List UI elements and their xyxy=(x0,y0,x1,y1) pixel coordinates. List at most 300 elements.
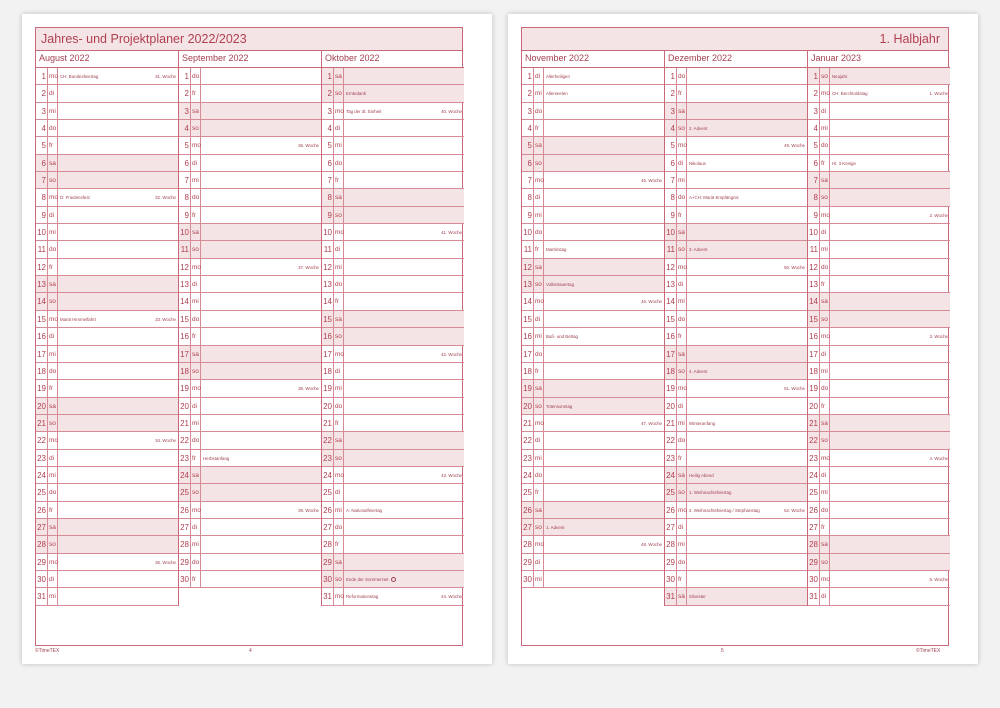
day-row[interactable] xyxy=(665,450,807,467)
day-number: 18 xyxy=(522,363,534,379)
day-row[interactable] xyxy=(665,120,807,137)
day-row[interactable] xyxy=(808,380,950,397)
day-row[interactable] xyxy=(808,450,950,467)
day-number: 16 xyxy=(665,328,677,344)
day-row[interactable] xyxy=(36,415,178,432)
day-row[interactable] xyxy=(179,241,321,258)
day-row[interactable] xyxy=(179,155,321,172)
day-row[interactable] xyxy=(808,346,950,363)
day-row[interactable] xyxy=(665,363,807,380)
day-row[interactable] xyxy=(322,172,464,189)
day-row[interactable] xyxy=(36,363,178,380)
day-row[interactable] xyxy=(522,276,664,293)
day-row[interactable] xyxy=(522,432,664,449)
day-row[interactable] xyxy=(522,68,664,85)
weekday-label: mo xyxy=(677,259,687,275)
day-row[interactable] xyxy=(665,467,807,484)
day-row[interactable] xyxy=(808,155,950,172)
day-row[interactable] xyxy=(322,68,464,85)
day-row[interactable] xyxy=(322,519,464,536)
day-row[interactable] xyxy=(179,172,321,189)
day-row[interactable] xyxy=(322,346,464,363)
week-number: 44. Woche xyxy=(441,594,462,600)
day-number: 3 xyxy=(36,103,48,119)
day-number: 28 xyxy=(522,536,534,552)
weekday-label: mo xyxy=(191,502,201,518)
day-row[interactable] xyxy=(179,380,321,397)
day-row[interactable] xyxy=(522,103,664,120)
day-number: 3 xyxy=(179,103,191,119)
day-row[interactable] xyxy=(36,328,178,345)
day-row[interactable] xyxy=(808,432,950,449)
event-label xyxy=(832,85,868,102)
day-row[interactable] xyxy=(665,85,807,102)
day-row[interactable] xyxy=(808,85,950,102)
day-row[interactable] xyxy=(665,536,807,553)
day-row[interactable] xyxy=(808,311,950,328)
day-number: 3 xyxy=(808,103,820,119)
day-row[interactable] xyxy=(522,415,664,432)
page-number-right: 5 xyxy=(721,648,724,654)
weekday-label: sa xyxy=(334,189,344,205)
weekday-label: mo xyxy=(820,85,830,101)
day-row[interactable] xyxy=(808,137,950,154)
weekday-label: fr xyxy=(677,85,687,101)
weekday-label: di xyxy=(820,467,830,483)
week-number: 40. Woche xyxy=(441,108,462,114)
day-row[interactable] xyxy=(522,293,664,310)
day-row[interactable] xyxy=(522,346,664,363)
day-number: 14 xyxy=(36,293,48,309)
weekday-label: mo xyxy=(820,450,830,466)
day-row[interactable] xyxy=(179,536,321,553)
day-row[interactable] xyxy=(322,536,464,553)
day-row[interactable] xyxy=(522,85,664,102)
day-row[interactable] xyxy=(808,536,950,553)
day-row[interactable] xyxy=(665,328,807,345)
day-row[interactable] xyxy=(322,293,464,310)
day-row[interactable] xyxy=(36,519,178,536)
day-row[interactable] xyxy=(665,311,807,328)
day-row[interactable] xyxy=(36,293,178,310)
day-number: 11 xyxy=(808,241,820,257)
day-row[interactable] xyxy=(322,484,464,501)
event-text: 1. Advent xyxy=(546,524,565,530)
day-row[interactable] xyxy=(808,68,950,85)
day-row[interactable] xyxy=(322,502,464,519)
day-row[interactable] xyxy=(665,189,807,206)
weekday-label: mo xyxy=(48,311,58,327)
day-number: 27 xyxy=(808,519,820,535)
day-row[interactable] xyxy=(808,398,950,415)
day-row[interactable] xyxy=(36,554,178,571)
weekday-label: di xyxy=(334,484,344,500)
day-row[interactable] xyxy=(665,155,807,172)
day-row[interactable] xyxy=(322,467,464,484)
event-text: Allerheiligen xyxy=(546,74,570,79)
day-row[interactable] xyxy=(179,415,321,432)
day-row[interactable] xyxy=(808,363,950,380)
day-row[interactable] xyxy=(36,103,178,120)
day-row[interactable] xyxy=(522,328,664,345)
weekday-label: mi xyxy=(48,467,58,483)
day-row[interactable] xyxy=(179,398,321,415)
weekday-label: mo xyxy=(677,137,687,153)
day-row[interactable] xyxy=(322,155,464,172)
day-row[interactable] xyxy=(808,502,950,519)
day-row[interactable] xyxy=(522,536,664,553)
day-row[interactable] xyxy=(522,311,664,328)
day-row[interactable] xyxy=(522,155,664,172)
day-row[interactable] xyxy=(808,328,950,345)
day-number: 25 xyxy=(522,484,534,500)
week-number: 32. Woche xyxy=(155,195,176,201)
weekday-label: do xyxy=(677,432,687,448)
day-row[interactable] xyxy=(36,189,178,206)
day-row[interactable] xyxy=(179,276,321,293)
day-row[interactable] xyxy=(808,276,950,293)
event-text: A+CH: Mariä Empfängnis xyxy=(689,195,739,201)
day-number: 7 xyxy=(179,172,191,188)
day-row[interactable] xyxy=(322,103,464,120)
day-row[interactable] xyxy=(179,293,321,310)
weekday-label: mo xyxy=(48,189,58,205)
event-label xyxy=(689,467,714,484)
day-number: 23 xyxy=(808,450,820,466)
day-row[interactable] xyxy=(36,432,178,449)
day-row[interactable] xyxy=(522,398,664,415)
day-row[interactable] xyxy=(179,432,321,449)
day-row[interactable] xyxy=(179,484,321,501)
weekday-label: do xyxy=(334,398,344,414)
weekday-label: mo xyxy=(820,207,830,223)
day-row[interactable] xyxy=(522,207,664,224)
day-row[interactable] xyxy=(808,519,950,536)
event-label xyxy=(60,311,96,328)
weekday-label: di xyxy=(48,450,58,466)
weekday-label: mi xyxy=(820,363,830,379)
day-number: 19 xyxy=(322,380,334,396)
day-row[interactable] xyxy=(36,241,178,258)
day-row[interactable] xyxy=(665,207,807,224)
day-row[interactable] xyxy=(665,172,807,189)
weekday-label: so xyxy=(534,398,544,414)
day-row[interactable] xyxy=(808,120,950,137)
day-row[interactable] xyxy=(522,189,664,206)
day-row[interactable] xyxy=(322,224,464,241)
day-row[interactable] xyxy=(322,189,464,206)
day-row[interactable] xyxy=(522,571,664,588)
day-row[interactable] xyxy=(179,328,321,345)
month-name: September 2022 xyxy=(179,50,321,68)
weekday-label: fr xyxy=(820,519,830,535)
weekday-label: do xyxy=(191,189,201,205)
day-row[interactable] xyxy=(322,554,464,571)
week-number: 1. Woche xyxy=(929,91,948,97)
day-row[interactable] xyxy=(665,224,807,241)
day-number: 3 xyxy=(665,103,677,119)
day-row[interactable] xyxy=(36,450,178,467)
day-row[interactable] xyxy=(36,224,178,241)
day-row[interactable] xyxy=(179,68,321,85)
weekday-label: fr xyxy=(820,276,830,292)
day-row[interactable] xyxy=(522,467,664,484)
day-row[interactable] xyxy=(665,259,807,276)
weekday-label: fr xyxy=(191,571,201,587)
day-row[interactable] xyxy=(36,68,178,85)
day-row[interactable] xyxy=(322,259,464,276)
day-row[interactable] xyxy=(665,346,807,363)
day-row[interactable] xyxy=(808,571,950,588)
day-row[interactable] xyxy=(665,103,807,120)
day-row[interactable] xyxy=(522,241,664,258)
event-text: Erntedank xyxy=(346,91,367,97)
day-row[interactable] xyxy=(665,276,807,293)
day-row[interactable] xyxy=(179,189,321,206)
event-label xyxy=(546,68,570,85)
day-row[interactable] xyxy=(36,571,178,588)
day-row[interactable] xyxy=(322,432,464,449)
day-row[interactable] xyxy=(522,519,664,536)
day-row[interactable] xyxy=(36,155,178,172)
event-label xyxy=(546,519,564,536)
day-row[interactable] xyxy=(322,328,464,345)
day-row[interactable] xyxy=(36,85,178,102)
day-row[interactable] xyxy=(179,554,321,571)
day-number: 9 xyxy=(808,207,820,223)
day-row[interactable] xyxy=(808,293,950,310)
day-row[interactable] xyxy=(522,502,664,519)
day-row[interactable] xyxy=(522,120,664,137)
event-label xyxy=(546,398,572,415)
day-number: 7 xyxy=(665,172,677,188)
day-row[interactable] xyxy=(665,137,807,154)
day-row[interactable] xyxy=(665,415,807,432)
day-number: 27 xyxy=(522,519,534,535)
day-number: 26 xyxy=(179,502,191,518)
day-row[interactable] xyxy=(665,588,807,605)
day-number: 19 xyxy=(808,380,820,396)
day-row[interactable] xyxy=(36,172,178,189)
day-row[interactable] xyxy=(665,519,807,536)
day-row[interactable] xyxy=(322,311,464,328)
day-row[interactable] xyxy=(665,398,807,415)
day-row[interactable] xyxy=(36,120,178,137)
day-row[interactable] xyxy=(36,536,178,553)
day-number: 21 xyxy=(665,415,677,431)
day-row[interactable] xyxy=(179,571,321,588)
day-number: 14 xyxy=(322,293,334,309)
day-number: 8 xyxy=(808,189,820,205)
day-row[interactable] xyxy=(322,398,464,415)
day-row[interactable] xyxy=(179,224,321,241)
day-row[interactable] xyxy=(665,68,807,85)
day-row[interactable] xyxy=(808,467,950,484)
day-row[interactable] xyxy=(522,259,664,276)
day-number: 15 xyxy=(36,311,48,327)
weekday-label: so xyxy=(334,328,344,344)
day-row[interactable] xyxy=(665,484,807,501)
day-row[interactable] xyxy=(322,450,464,467)
day-row[interactable] xyxy=(665,241,807,258)
day-row[interactable] xyxy=(808,224,950,241)
day-row[interactable] xyxy=(179,450,321,467)
event-text: Buß- und Bettag xyxy=(546,334,578,340)
day-row[interactable] xyxy=(665,293,807,310)
day-row[interactable] xyxy=(665,554,807,571)
day-row[interactable] xyxy=(322,207,464,224)
day-row[interactable] xyxy=(36,467,178,484)
day-row[interactable] xyxy=(808,588,950,605)
day-row[interactable] xyxy=(322,380,464,397)
weekday-label: fr xyxy=(334,536,344,552)
day-row[interactable] xyxy=(522,137,664,154)
day-row[interactable] xyxy=(322,85,464,102)
event-text: 4. Advent xyxy=(689,368,708,374)
month-name: Januar 2023 xyxy=(808,50,950,68)
weekday-label: sa xyxy=(191,346,201,362)
day-row[interactable] xyxy=(665,380,807,397)
event-label xyxy=(60,68,98,85)
day-number: 23 xyxy=(522,450,534,466)
day-row[interactable] xyxy=(522,172,664,189)
event-label xyxy=(546,241,567,258)
day-row[interactable] xyxy=(522,363,664,380)
day-number: 25 xyxy=(179,484,191,500)
weekday-label: fr xyxy=(677,450,687,466)
day-number: 26 xyxy=(322,502,334,518)
weekday-label: do xyxy=(677,68,687,84)
day-row[interactable] xyxy=(36,207,178,224)
weekday-label: mi xyxy=(677,536,687,552)
day-row[interactable] xyxy=(665,502,807,519)
day-row[interactable] xyxy=(36,276,178,293)
weekday-label: fr xyxy=(534,120,544,136)
day-row[interactable] xyxy=(36,259,178,276)
month-column-september xyxy=(179,50,321,588)
weekday-label: sa xyxy=(677,467,687,483)
weekday-label: di xyxy=(191,398,201,414)
day-row[interactable] xyxy=(322,241,464,258)
weekday-label: sa xyxy=(191,467,201,483)
day-number: 21 xyxy=(179,415,191,431)
day-row[interactable] xyxy=(322,137,464,154)
week-number: 38. Woche xyxy=(298,386,319,392)
weekday-label: do xyxy=(48,241,58,257)
weekday-label: di xyxy=(677,276,687,292)
day-row[interactable] xyxy=(808,207,950,224)
weekday-label: mi xyxy=(534,450,544,466)
event-label xyxy=(689,189,739,206)
day-row[interactable] xyxy=(665,432,807,449)
weekday-label: do xyxy=(334,276,344,292)
week-number: 47. Woche xyxy=(641,420,662,426)
day-row[interactable] xyxy=(36,484,178,501)
day-row[interactable] xyxy=(322,588,464,605)
day-row[interactable] xyxy=(179,137,321,154)
day-row[interactable] xyxy=(322,276,464,293)
day-row[interactable] xyxy=(808,484,950,501)
day-row[interactable] xyxy=(179,467,321,484)
event-label xyxy=(346,103,381,120)
day-row[interactable] xyxy=(36,380,178,397)
day-row[interactable] xyxy=(179,207,321,224)
day-number: 27 xyxy=(322,519,334,535)
weekday-label: sa xyxy=(334,311,344,327)
day-number: 22 xyxy=(522,432,534,448)
day-number: 16 xyxy=(179,328,191,344)
weekday-label: sa xyxy=(534,502,544,518)
day-row[interactable] xyxy=(36,502,178,519)
day-row[interactable] xyxy=(808,241,950,258)
day-row[interactable] xyxy=(808,103,950,120)
day-row[interactable] xyxy=(179,363,321,380)
day-number: 9 xyxy=(36,207,48,223)
day-row[interactable] xyxy=(36,311,178,328)
day-number: 30 xyxy=(522,571,534,587)
day-row[interactable] xyxy=(808,554,950,571)
day-number: 24 xyxy=(522,467,534,483)
day-row[interactable] xyxy=(522,450,664,467)
day-row[interactable] xyxy=(522,554,664,571)
weekday-label: so xyxy=(677,120,687,136)
day-row[interactable] xyxy=(179,85,321,102)
weekday-label: sa xyxy=(677,224,687,240)
day-number: 25 xyxy=(665,484,677,500)
day-row[interactable] xyxy=(808,189,950,206)
day-number: 2 xyxy=(808,85,820,101)
day-number: 29 xyxy=(522,554,534,570)
day-row[interactable] xyxy=(322,120,464,137)
day-number: 12 xyxy=(179,259,191,275)
day-row[interactable] xyxy=(179,502,321,519)
weekday-label: so xyxy=(820,311,830,327)
day-row[interactable] xyxy=(808,172,950,189)
day-row[interactable] xyxy=(179,346,321,363)
event-text: Totensonntag xyxy=(546,403,573,409)
day-row[interactable] xyxy=(179,311,321,328)
day-number: 5 xyxy=(36,137,48,153)
day-row[interactable] xyxy=(522,484,664,501)
day-number: 6 xyxy=(808,155,820,171)
day-row[interactable] xyxy=(522,380,664,397)
month-column-august xyxy=(36,50,178,606)
day-row[interactable] xyxy=(522,224,664,241)
half-year-title: 1. Halbjahr xyxy=(522,28,948,51)
day-row[interactable] xyxy=(322,363,464,380)
day-row[interactable] xyxy=(179,103,321,120)
day-row[interactable] xyxy=(808,415,950,432)
day-row[interactable] xyxy=(322,571,464,588)
weekday-label: mo xyxy=(334,588,344,604)
day-row[interactable] xyxy=(36,588,178,605)
day-row[interactable] xyxy=(179,519,321,536)
day-number: 18 xyxy=(808,363,820,379)
day-row[interactable] xyxy=(36,137,178,154)
day-row[interactable] xyxy=(179,259,321,276)
day-number: 17 xyxy=(808,346,820,362)
weekday-label: di xyxy=(677,519,687,535)
day-row[interactable] xyxy=(322,415,464,432)
day-row[interactable] xyxy=(665,571,807,588)
day-row[interactable] xyxy=(36,346,178,363)
day-row[interactable] xyxy=(179,120,321,137)
page-number-left: 4 xyxy=(249,648,252,654)
day-number: 8 xyxy=(36,189,48,205)
week-number: 48. Woche xyxy=(641,542,662,548)
day-row[interactable] xyxy=(808,259,950,276)
day-row[interactable] xyxy=(36,398,178,415)
